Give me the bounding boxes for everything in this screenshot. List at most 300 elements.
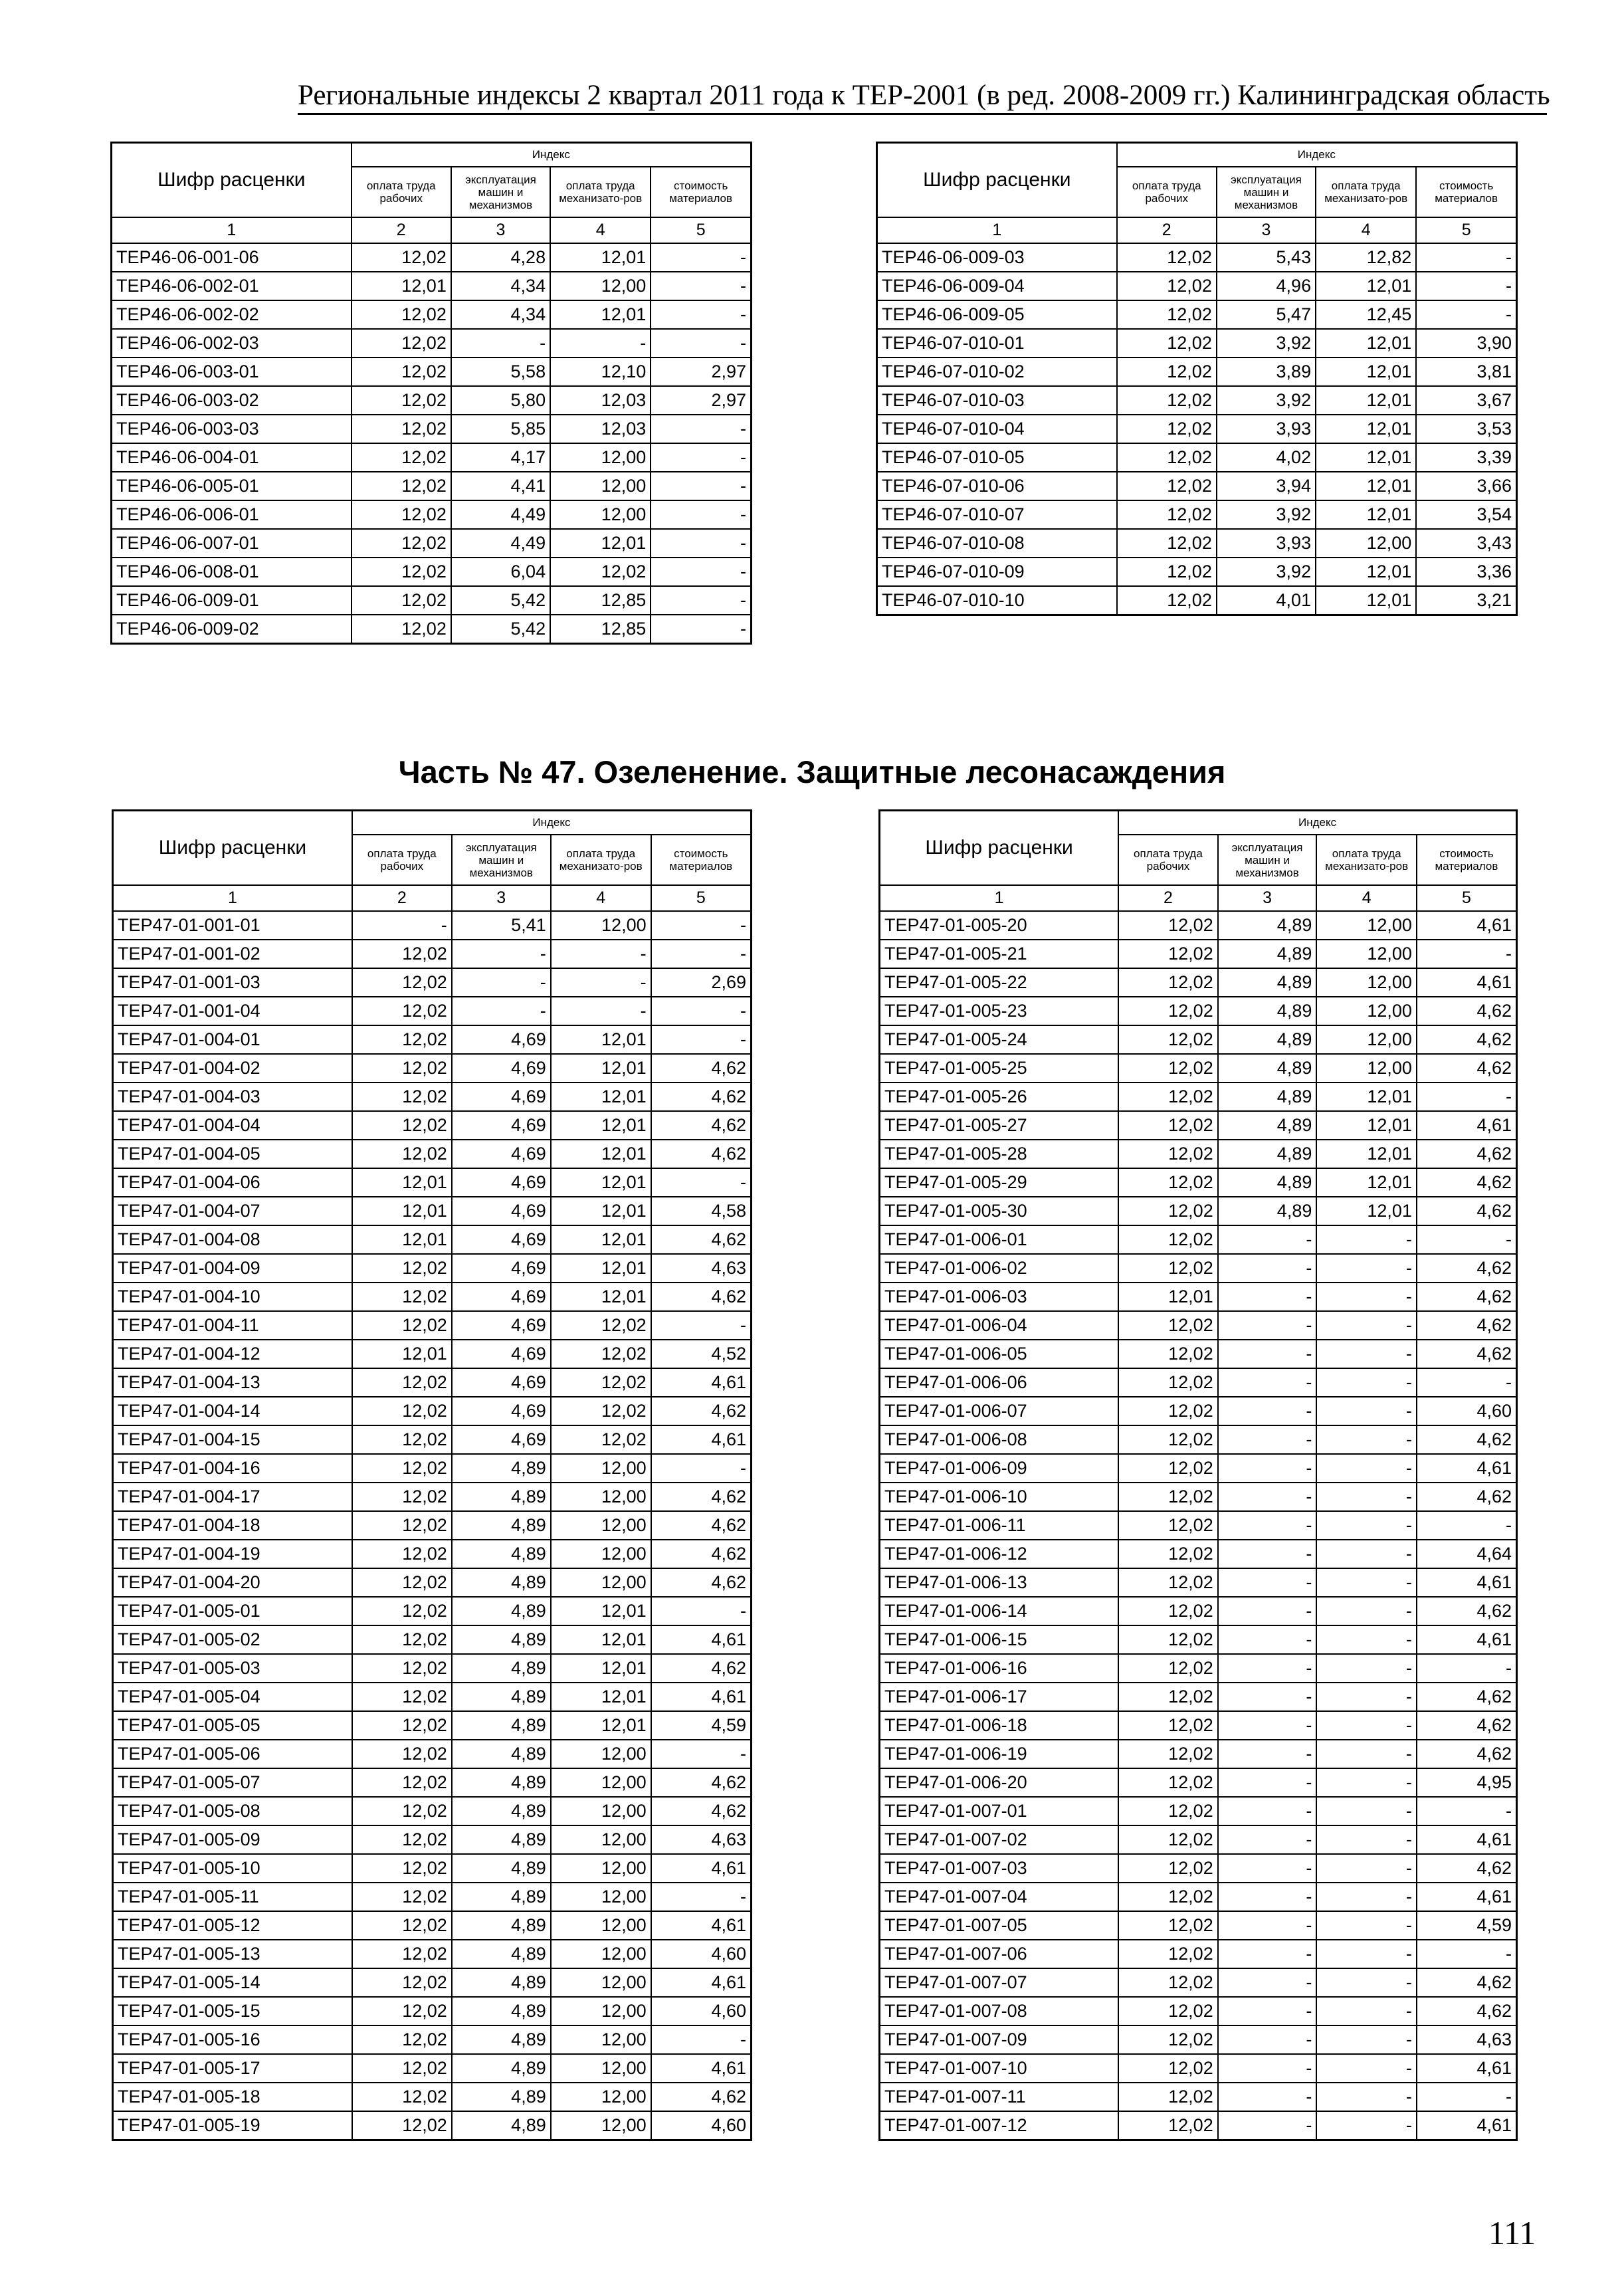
index-value-cell: -: [1417, 1368, 1517, 1397]
index-value-cell: 12,00: [551, 1825, 651, 1854]
index-value-cell: 12,02: [352, 1683, 452, 1711]
index-value-cell: 4,63: [651, 1825, 752, 1854]
index-value-cell: 4,89: [1218, 997, 1317, 1025]
index-value-cell: 12,02: [1118, 1568, 1218, 1597]
index-value-cell: 5,58: [451, 358, 550, 386]
index-value-cell: 12,02: [1117, 415, 1217, 443]
rate-code-cell: ТЕР47-01-006-05: [880, 1340, 1119, 1368]
index-value-cell: 3,39: [1416, 443, 1516, 472]
index-value-cell: 4,64: [1417, 1540, 1517, 1568]
rate-code-cell: ТЕР47-01-004-08: [113, 1225, 352, 1254]
rate-code-cell: ТЕР47-01-005-21: [880, 940, 1119, 968]
index-value-cell: 12,02: [352, 615, 451, 644]
header-code: Шифр расценки: [880, 811, 1119, 886]
rate-code-cell: ТЕР47-01-005-10: [113, 1854, 352, 1883]
header-column: оплата труда рабочих: [1117, 167, 1217, 217]
index-value-cell: 12,02: [1117, 386, 1217, 415]
table-row: [113, 1025, 752, 1054]
rate-code-cell: ТЕР47-01-004-11: [113, 1311, 352, 1340]
rate-code-cell: ТЕР47-01-005-20: [880, 911, 1119, 940]
table-row: [880, 1311, 1517, 1340]
index-value-cell: 4,89: [452, 1797, 551, 1825]
index-value-cell: -: [1218, 1911, 1317, 1940]
rate-code-cell: ТЕР47-01-004-12: [113, 1340, 352, 1368]
index-value-cell: 12,02: [1118, 1168, 1218, 1197]
index-value-cell: 4,89: [452, 1940, 551, 1968]
index-value-cell: -: [1316, 1911, 1417, 1940]
index-value-cell: 4,89: [1218, 1168, 1317, 1197]
rate-code-cell: ТЕР47-01-005-24: [880, 1025, 1119, 1054]
index-value-cell: -: [1417, 1511, 1517, 1540]
table-row: [113, 1254, 752, 1283]
rate-code-cell: ТЕР47-01-005-11: [113, 1883, 352, 1911]
index-value-cell: 2,97: [651, 386, 751, 415]
index-value-cell: 12,01: [352, 1225, 452, 1254]
index-value-cell: 12,01: [551, 1054, 651, 1083]
index-value-cell: -: [651, 1597, 752, 1625]
index-value-cell: 12,00: [551, 1854, 651, 1883]
index-value-cell: 12,00: [551, 2025, 651, 2054]
header-code: Шифр расценки: [113, 811, 352, 886]
index-value-cell: 12,02: [352, 558, 451, 586]
table-row: [112, 443, 752, 472]
index-value-cell: -: [1417, 1797, 1517, 1825]
table-row: [880, 1197, 1517, 1225]
table-row: [113, 1854, 752, 1883]
column-number: 3: [451, 217, 550, 243]
rate-code-cell: ТЕР46-07-010-09: [877, 558, 1117, 586]
index-value-cell: 4,89: [452, 1968, 551, 1997]
rate-code-cell: ТЕР47-01-007-12: [880, 2111, 1119, 2140]
index-value-cell: 4,89: [452, 2111, 551, 2140]
index-value-cell: 12,00: [1316, 911, 1417, 940]
index-value-cell: 4,95: [1417, 1768, 1517, 1797]
index-value-cell: 12,02: [1118, 1597, 1218, 1625]
index-value-cell: 4,89: [1218, 1111, 1317, 1140]
index-value-cell: 4,62: [1417, 997, 1517, 1025]
rate-code-cell: ТЕР46-06-001-06: [112, 243, 352, 272]
rate-code-cell: ТЕР46-07-010-03: [877, 386, 1117, 415]
index-value-cell: 4,89: [452, 1625, 551, 1654]
index-value-cell: 4,69: [452, 1425, 551, 1454]
index-value-cell: 12,02: [1118, 1311, 1218, 1340]
index-value-cell: 12,02: [352, 529, 451, 558]
column-number-row: [113, 885, 752, 911]
index-value-cell: -: [1316, 1883, 1417, 1911]
table-row: [113, 1425, 752, 1454]
index-value-cell: 3,21: [1416, 586, 1516, 615]
index-value-cell: 12,01: [1316, 272, 1416, 300]
table-row: [877, 272, 1517, 300]
index-value-cell: 4,61: [1417, 2054, 1517, 2083]
index-value-cell: -: [1218, 1254, 1317, 1283]
index-value-cell: 12,01: [551, 1025, 651, 1054]
index-value-cell: 12,02: [352, 1140, 452, 1168]
index-value-cell: -: [1316, 1940, 1417, 1968]
rate-code-cell: ТЕР47-01-005-29: [880, 1168, 1119, 1197]
index-value-cell: 12,02: [1118, 1225, 1218, 1254]
index-value-cell: 12,02: [1118, 1083, 1218, 1111]
table-row: [877, 443, 1517, 472]
index-value-cell: 4,49: [451, 529, 550, 558]
rate-code-cell: ТЕР46-06-003-01: [112, 358, 352, 386]
rate-code-cell: ТЕР46-06-002-03: [112, 329, 352, 358]
rate-code-cell: ТЕР47-01-004-14: [113, 1397, 352, 1425]
index-value-cell: -: [1316, 2111, 1417, 2140]
index-value-cell: 4,62: [651, 1225, 752, 1254]
rate-code-cell: ТЕР47-01-005-09: [113, 1825, 352, 1854]
table-row: [113, 1083, 752, 1111]
table-row: [880, 940, 1517, 968]
index-value-cell: -: [1417, 1940, 1517, 1968]
table-row: [112, 529, 752, 558]
rate-code-cell: ТЕР46-06-009-05: [877, 300, 1117, 329]
table-row: [113, 1997, 752, 2025]
index-value-cell: 2,97: [651, 358, 751, 386]
index-value-cell: -: [651, 272, 751, 300]
index-value-cell: 12,02: [1118, 1254, 1218, 1283]
header-column: эксплуатация машин и механизмов: [452, 835, 551, 885]
index-value-cell: 12,00: [1316, 940, 1417, 968]
index-value-cell: 12,00: [550, 443, 651, 472]
index-value-cell: 4,89: [452, 1597, 551, 1625]
rate-code-cell: ТЕР47-01-006-10: [880, 1483, 1119, 1511]
table-row: [877, 586, 1517, 615]
index-value-cell: 4,62: [1417, 1997, 1517, 2025]
index-value-cell: 4,62: [651, 1654, 752, 1683]
index-value-cell: 4,89: [452, 1883, 551, 1911]
index-value-cell: 4,89: [1218, 1140, 1317, 1168]
index-value-cell: -: [1218, 1968, 1317, 1997]
index-value-cell: 12,01: [551, 1111, 651, 1140]
rate-code-cell: ТЕР47-01-005-02: [113, 1625, 352, 1654]
index-value-cell: -: [651, 1454, 752, 1483]
column-number: 5: [651, 217, 751, 243]
rate-code-cell: ТЕР47-01-001-02: [113, 940, 352, 968]
table-row: [877, 472, 1517, 500]
index-value-cell: 4,61: [651, 1968, 752, 1997]
rate-code-cell: ТЕР47-01-005-15: [113, 1997, 352, 2025]
rate-code-cell: ТЕР47-01-007-03: [880, 1854, 1119, 1883]
index-value-cell: -: [1316, 1683, 1417, 1711]
header-code: Шифр расценки: [112, 143, 352, 218]
index-value-cell: 12,00: [551, 1797, 651, 1825]
index-value-cell: 4,89: [452, 1540, 551, 1568]
index-value-cell: 3,93: [1217, 529, 1316, 558]
index-value-cell: 12,00: [551, 2054, 651, 2083]
index-value-cell: 4,63: [1417, 2025, 1517, 2054]
index-value-cell: 4,61: [651, 2054, 752, 2083]
index-value-cell: 12,02: [352, 1568, 452, 1597]
index-value-cell: -: [1316, 1368, 1417, 1397]
rate-code-cell: ТЕР47-01-004-13: [113, 1368, 352, 1397]
index-value-cell: 12,02: [1118, 1197, 1218, 1225]
rate-code-cell: ТЕР47-01-004-02: [113, 1054, 352, 1083]
index-value-cell: -: [1218, 2083, 1317, 2111]
column-number: 5: [651, 885, 752, 911]
rate-code-cell: ТЕР47-01-005-06: [113, 1740, 352, 1768]
table-row: [112, 272, 752, 300]
index-value-cell: 12,01: [551, 1683, 651, 1711]
index-value-cell: 12,02: [1118, 1683, 1218, 1711]
rate-code-cell: ТЕР46-06-002-01: [112, 272, 352, 300]
index-value-cell: -: [1417, 940, 1517, 968]
index-value-cell: -: [1218, 1397, 1317, 1425]
index-value-cell: 4,61: [1417, 1625, 1517, 1654]
header-column: оплата труда механизато-ров: [550, 167, 651, 217]
index-value-cell: 4,62: [1417, 1168, 1517, 1197]
index-value-cell: 12,00: [550, 500, 651, 529]
index-value-cell: 4,62: [651, 1397, 752, 1425]
index-value-cell: 12,02: [1118, 1825, 1218, 1854]
index-value-cell: -: [551, 968, 651, 997]
rate-code-cell: ТЕР47-01-005-18: [113, 2083, 352, 2111]
column-number: 1: [113, 885, 352, 911]
index-value-cell: 3,92: [1217, 386, 1316, 415]
rate-code-cell: ТЕР47-01-006-16: [880, 1654, 1119, 1683]
index-value-cell: 12,02: [550, 558, 651, 586]
index-value-cell: 12,02: [1118, 1397, 1218, 1425]
index-value-cell: 12,02: [352, 1854, 452, 1883]
rate-code-cell: ТЕР46-07-010-08: [877, 529, 1117, 558]
index-value-cell: 4,62: [1417, 1740, 1517, 1768]
table-row: [880, 1025, 1517, 1054]
index-value-cell: -: [1218, 1883, 1317, 1911]
index-value-cell: 4,62: [1417, 1968, 1517, 1997]
index-value-cell: 12,02: [352, 1283, 452, 1311]
index-value-cell: -: [1316, 1397, 1417, 1425]
index-value-cell: 12,02: [352, 940, 452, 968]
index-value-cell: 12,01: [1316, 358, 1416, 386]
index-value-cell: -: [1218, 1997, 1317, 2025]
index-value-cell: 12,02: [1118, 1911, 1218, 1940]
table-row: [880, 2025, 1517, 2054]
index-value-cell: -: [651, 472, 751, 500]
index-value-cell: -: [1417, 1225, 1517, 1254]
index-value-cell: 12,02: [1118, 2025, 1218, 2054]
rate-code-cell: ТЕР47-01-006-01: [880, 1225, 1119, 1254]
index-value-cell: 5,42: [451, 586, 550, 615]
index-value-cell: -: [1316, 2083, 1417, 2111]
table-row: [880, 1225, 1517, 1254]
index-value-cell: 4,69: [452, 1340, 551, 1368]
index-value-cell: 12,02: [352, 1711, 452, 1740]
index-value-cell: 12,01: [551, 1197, 651, 1225]
index-value-cell: 12,02: [352, 968, 452, 997]
table-row: [113, 1111, 752, 1140]
index-value-cell: 4,62: [651, 2083, 752, 2111]
index-value-cell: 12,02: [352, 1997, 452, 2025]
index-value-cell: 4,60: [1417, 1397, 1517, 1425]
index-value-cell: 12,02: [1118, 1111, 1218, 1140]
index-value-cell: -: [1218, 1483, 1317, 1511]
index-value-cell: 4,89: [452, 1911, 551, 1940]
rate-code-cell: ТЕР47-01-007-05: [880, 1911, 1119, 1940]
index-value-cell: 12,02: [352, 1311, 452, 1340]
index-value-cell: 12,02: [352, 329, 451, 358]
index-value-cell: 12,00: [551, 1940, 651, 1968]
rate-code-cell: ТЕР47-01-005-22: [880, 968, 1119, 997]
table-row: [113, 1197, 752, 1225]
index-value-cell: 12,01: [551, 1654, 651, 1683]
table-row: [113, 1368, 752, 1397]
index-value-cell: 12,02: [551, 1397, 651, 1425]
index-value-cell: 4,61: [1417, 2111, 1517, 2140]
index-value-cell: -: [1218, 2025, 1317, 2054]
header-column: оплата труда рабочих: [1118, 835, 1218, 885]
index-value-cell: 12,00: [1316, 997, 1417, 1025]
index-value-cell: 4,62: [1417, 1597, 1517, 1625]
table-row: [880, 1825, 1517, 1854]
index-value-cell: 4,59: [1417, 1911, 1517, 1940]
index-value-cell: 3,66: [1416, 472, 1516, 500]
column-number: 1: [112, 217, 352, 243]
rate-code-cell: ТЕР47-01-006-15: [880, 1625, 1119, 1654]
table-row: [880, 2083, 1517, 2111]
index-value-cell: 4,89: [452, 1483, 551, 1511]
index-value-cell: -: [1218, 1825, 1317, 1854]
index-value-cell: -: [1316, 1768, 1417, 1797]
table-row: [877, 386, 1517, 415]
column-number-row: [880, 885, 1517, 911]
index-value-cell: -: [1218, 1311, 1317, 1340]
index-value-cell: 4,62: [651, 1540, 752, 1568]
rate-code-cell: ТЕР47-01-007-02: [880, 1825, 1119, 1854]
table-row: [113, 1540, 752, 1568]
index-value-cell: 12,02: [352, 1368, 452, 1397]
index-value-cell: 12,02: [1118, 1654, 1218, 1683]
index-value-cell: 12,00: [551, 1740, 651, 1768]
index-value-cell: 5,47: [1217, 300, 1316, 329]
rate-code-cell: ТЕР47-01-004-09: [113, 1254, 352, 1283]
index-value-cell: 4,62: [1417, 1711, 1517, 1740]
index-value-cell: 4,69: [452, 1225, 551, 1254]
rate-code-cell: ТЕР46-06-003-03: [112, 415, 352, 443]
table-row: [880, 1168, 1517, 1197]
index-value-cell: 4,62: [1417, 1311, 1517, 1340]
index-value-cell: 4,89: [1218, 1054, 1317, 1083]
index-value-cell: 3,81: [1416, 358, 1516, 386]
index-value-cell: 12,02: [352, 443, 451, 472]
index-value-cell: 3,53: [1416, 415, 1516, 443]
rate-code-cell: ТЕР47-01-007-01: [880, 1797, 1119, 1825]
rate-code-cell: ТЕР46-07-010-06: [877, 472, 1117, 500]
index-value-cell: 12,02: [352, 243, 451, 272]
rate-code-cell: ТЕР47-01-006-09: [880, 1454, 1119, 1483]
index-value-cell: 12,85: [550, 586, 651, 615]
table-row: [880, 1968, 1517, 1997]
index-value-cell: 12,02: [1118, 2083, 1218, 2111]
rate-code-cell: ТЕР47-01-006-20: [880, 1768, 1119, 1797]
index-value-cell: 3,93: [1217, 415, 1316, 443]
table-header-row: [112, 143, 752, 167]
rate-code-cell: ТЕР47-01-001-01: [113, 911, 352, 940]
table-row: [880, 911, 1517, 940]
index-value-cell: -: [651, 415, 751, 443]
index-value-cell: -: [1316, 2054, 1417, 2083]
page-header-title: Региональные индексы 2 квартал 2011 года к ТЕР-2001 (в ред. 2008-2009 гг.) Калининградская область: [298, 78, 1547, 115]
index-value-cell: 4,58: [651, 1197, 752, 1225]
table-row: [880, 1397, 1517, 1425]
index-value-cell: 4,62: [1417, 1425, 1517, 1454]
index-value-cell: -: [1316, 1340, 1417, 1368]
index-value-cell: 12,85: [550, 615, 651, 644]
index-value-cell: 12,02: [1118, 1454, 1218, 1483]
index-value-cell: 12,02: [1117, 443, 1217, 472]
index-value-cell: 4,41: [451, 472, 550, 500]
index-value-cell: -: [550, 329, 651, 358]
table-row: [112, 558, 752, 586]
header-column: оплата труда рабочих: [352, 835, 452, 885]
table-row: [113, 1968, 752, 1997]
index-value-cell: 12,01: [1316, 500, 1416, 529]
index-value-cell: 12,01: [551, 1083, 651, 1111]
index-value-cell: 12,02: [352, 1054, 452, 1083]
index-value-cell: 3,89: [1217, 358, 1316, 386]
index-value-cell: 12,02: [352, 500, 451, 529]
index-value-cell: 3,90: [1416, 329, 1516, 358]
rate-code-cell: ТЕР46-06-006-01: [112, 500, 352, 529]
column-number: 2: [352, 217, 451, 243]
index-value-cell: 4,89: [452, 2025, 551, 2054]
index-value-cell: -: [1218, 1797, 1317, 1825]
header-column: эксплуатация машин и механизмов: [1217, 167, 1316, 217]
rate-code-cell: ТЕР47-01-005-05: [113, 1711, 352, 1740]
table-header-row: [880, 811, 1517, 835]
table-row: [877, 529, 1517, 558]
rate-code-cell: ТЕР47-01-007-09: [880, 2025, 1119, 2054]
index-value-cell: 12,02: [352, 1483, 452, 1511]
index-value-cell: 4,62: [1417, 1054, 1517, 1083]
column-number: 5: [1416, 217, 1516, 243]
index-value-cell: -: [1416, 272, 1516, 300]
index-value-cell: -: [651, 940, 752, 968]
section-title: Часть № 47. Озеленение. Защитные лесонасаждения: [398, 754, 1226, 789]
rate-code-cell: ТЕР47-01-005-27: [880, 1111, 1119, 1140]
index-value-cell: 12,01: [1316, 586, 1416, 615]
index-value-cell: 4,61: [1417, 968, 1517, 997]
table-row: [113, 911, 752, 940]
index-value-cell: 12,02: [352, 1940, 452, 1968]
table-row: [880, 1911, 1517, 1940]
index-value-cell: 6,04: [451, 558, 550, 586]
index-value-cell: 4,89: [452, 1740, 551, 1768]
index-value-cell: 12,00: [551, 1883, 651, 1911]
index-value-cell: 12,01: [1316, 1140, 1417, 1168]
rate-code-cell: ТЕР47-01-006-03: [880, 1283, 1119, 1311]
column-number: 1: [877, 217, 1117, 243]
rate-code-cell: ТЕР47-01-007-11: [880, 2083, 1119, 2111]
table-row: [112, 300, 752, 329]
index-value-cell: 4,89: [1218, 1197, 1317, 1225]
index-value-cell: -: [651, 443, 751, 472]
index-value-cell: 4,69: [452, 1283, 551, 1311]
index-value-cell: 12,02: [551, 1425, 651, 1454]
index-value-cell: 4,62: [651, 1140, 752, 1168]
index-value-cell: 4,69: [452, 1368, 551, 1397]
table-row: [880, 1625, 1517, 1654]
index-value-cell: 12,01: [1316, 443, 1416, 472]
rate-code-cell: ТЕР46-06-004-01: [112, 443, 352, 472]
table-row: [880, 1740, 1517, 1768]
rate-code-cell: ТЕР47-01-006-19: [880, 1740, 1119, 1768]
index-value-cell: 12,02: [352, 1111, 452, 1140]
table-row: [880, 1883, 1517, 1911]
index-value-cell: 12,01: [352, 1340, 452, 1368]
rate-code-cell: ТЕР47-01-005-16: [113, 2025, 352, 2054]
rate-code-cell: ТЕР47-01-005-04: [113, 1683, 352, 1711]
index-value-cell: 12,01: [550, 243, 651, 272]
